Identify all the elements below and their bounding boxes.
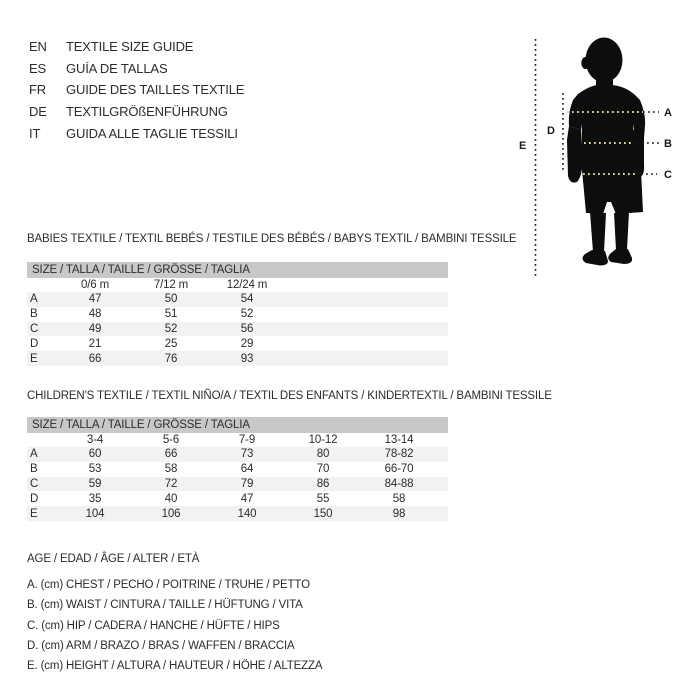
size-value-cell: 140 bbox=[237, 507, 257, 520]
size-table-row bbox=[27, 462, 448, 477]
size-table-row bbox=[27, 506, 448, 521]
measure-row-label: D bbox=[30, 492, 39, 505]
size-value-cell: 66 bbox=[164, 448, 178, 461]
language-code: FR bbox=[29, 82, 47, 98]
guide-title: GUIDE DES TAILLES TEXTILE bbox=[66, 82, 245, 98]
size-value-cell: 49 bbox=[88, 322, 102, 335]
measure-row-label: B bbox=[30, 308, 38, 321]
filler-cell bbox=[285, 307, 448, 322]
hip-legend-line: C. (cm) HIP / CADERA / HANCHE / HÜFTE / HIPS bbox=[27, 619, 280, 632]
chest-label: A bbox=[664, 107, 672, 119]
filler-cell bbox=[285, 336, 448, 351]
size-value-cell: 86 bbox=[316, 477, 330, 490]
measure-row-label: A bbox=[30, 448, 38, 461]
size-value-cell: 106 bbox=[161, 507, 181, 520]
header-spacer bbox=[27, 433, 57, 447]
language-row bbox=[29, 123, 244, 145]
measure-row-label: D bbox=[30, 337, 39, 350]
babies-size-header-bar: SIZE / TALLA / TAILLE / GRÖSSE / TAGLIA bbox=[27, 262, 448, 278]
language-code: DE bbox=[29, 104, 47, 120]
size-value-cell: 59 bbox=[88, 477, 102, 490]
size-value-cell: 150 bbox=[313, 507, 333, 520]
size-value-cell: 58 bbox=[164, 463, 178, 476]
size-value-cell: 78-82 bbox=[384, 448, 414, 461]
arm-legend-line: D. (cm) ARM / BRAZO / BRAS / WAFFEN / BRACCIA bbox=[27, 639, 295, 652]
size-value-cell: 73 bbox=[240, 448, 254, 461]
measure-row-label: C bbox=[30, 322, 39, 335]
measure-row-label: C bbox=[30, 477, 39, 490]
size-value-cell: 66-70 bbox=[384, 463, 414, 476]
babies-section-heading: BABIES TEXTILE / TEXTIL BEBÉS / TESTILE DES BÉBÉS / BABYS TEXTIL / BAMBINI TESSILE bbox=[27, 233, 517, 245]
filler-cell bbox=[437, 462, 448, 477]
size-value-cell: 47 bbox=[88, 293, 102, 306]
size-value-cell: 56 bbox=[240, 322, 254, 335]
size-table-row bbox=[27, 307, 448, 322]
chest-legend-line: A. (cm) CHEST / PECHO / POITRINE / TRUHE / PETTO bbox=[27, 579, 310, 591]
filler-cell bbox=[437, 477, 448, 492]
size-value-cell: 48 bbox=[88, 308, 102, 321]
size-table-row bbox=[27, 477, 448, 492]
arm-label: D bbox=[547, 125, 555, 137]
filler-cell bbox=[285, 292, 448, 307]
size-value-cell: 52 bbox=[164, 322, 178, 335]
measure-row-label: E bbox=[30, 352, 38, 365]
guide-title: GUÍA DE TALLAS bbox=[66, 60, 168, 76]
children-age-header-row bbox=[27, 433, 448, 447]
size-value-cell: 84-88 bbox=[384, 477, 414, 490]
size-table-row bbox=[27, 322, 448, 337]
guide-title: TEXTILGRÖßENFÜHRUNG bbox=[66, 104, 228, 120]
measure-row-label: A bbox=[30, 293, 38, 306]
language-row bbox=[29, 36, 244, 58]
size-value-cell: 21 bbox=[88, 337, 102, 350]
height-label: E bbox=[519, 140, 527, 152]
language-title-list bbox=[29, 36, 244, 145]
size-value-cell: 25 bbox=[164, 337, 178, 350]
header-spacer bbox=[285, 278, 448, 292]
size-value-cell: 40 bbox=[164, 492, 178, 505]
age-column-header: 0/6 m bbox=[80, 279, 109, 291]
size-value-cell: 60 bbox=[88, 448, 102, 461]
filler-cell bbox=[437, 447, 448, 462]
size-table-row bbox=[27, 447, 448, 462]
child-silhouette bbox=[567, 38, 645, 266]
waist-label: B bbox=[664, 138, 672, 150]
age-legend-line: AGE / EDAD / ÂGE / ALTER / ETÀ bbox=[27, 553, 200, 565]
measurement-legend bbox=[27, 552, 322, 676]
age-column-header: 7-9 bbox=[238, 434, 256, 446]
language-code: IT bbox=[29, 125, 41, 141]
babies-table-block bbox=[27, 262, 448, 366]
language-row bbox=[29, 58, 244, 80]
language-row bbox=[29, 101, 244, 123]
children-section-heading: CHILDREN'S TEXTILE / TEXTIL NIÑO/A / TEXTIL DES ENFANTS / KINDERTEXTIL / BAMBINI TESSILE bbox=[27, 390, 552, 402]
size-value-cell: 64 bbox=[240, 463, 254, 476]
size-value-cell: 76 bbox=[164, 352, 178, 365]
measure-row-label: E bbox=[30, 507, 38, 520]
language-row bbox=[29, 79, 244, 101]
size-value-cell: 29 bbox=[240, 337, 254, 350]
child-measurement-figure bbox=[495, 28, 700, 288]
children-size-table bbox=[27, 433, 448, 521]
waist-legend-line: B. (cm) WAIST / CINTURA / TAILLE / HÜFTUNG / VITA bbox=[27, 599, 303, 612]
age-column-header: 7/12 m bbox=[153, 279, 189, 291]
size-value-cell: 55 bbox=[316, 492, 330, 505]
size-value-cell: 79 bbox=[240, 477, 254, 490]
size-value-cell: 47 bbox=[240, 492, 254, 505]
age-column-header: 12/24 m bbox=[226, 279, 268, 291]
children-size-header-bar: SIZE / TALLA / TAILLE / GRÖSSE / TAGLIA bbox=[27, 417, 448, 433]
guide-title: GUIDA ALLE TAGLIE TESSILI bbox=[66, 125, 238, 141]
size-value-cell: 98 bbox=[392, 507, 406, 520]
language-code: EN bbox=[29, 39, 47, 54]
size-value-cell: 52 bbox=[240, 308, 254, 321]
filler-cell bbox=[437, 506, 448, 521]
height-legend-line: E. (cm) HEIGHT / ALTURA / HAUTEUR / HÖHE / ALTEZZA bbox=[27, 660, 323, 673]
filler-cell bbox=[285, 351, 448, 366]
size-value-cell: 50 bbox=[164, 293, 178, 306]
size-value-cell: 72 bbox=[164, 477, 178, 490]
size-value-cell: 51 bbox=[164, 308, 178, 321]
measure-row-label: B bbox=[30, 463, 38, 476]
children-table-block bbox=[27, 417, 448, 521]
size-table-row bbox=[27, 351, 448, 366]
size-value-cell: 53 bbox=[88, 463, 102, 476]
guide-title: TEXTILE SIZE GUIDE bbox=[66, 39, 194, 54]
size-value-cell: 104 bbox=[85, 507, 105, 520]
babies-size-table bbox=[27, 278, 448, 366]
age-column-header: 13-14 bbox=[384, 434, 414, 446]
age-column-header: 5-6 bbox=[162, 434, 180, 446]
size-table-row bbox=[27, 336, 448, 351]
hip-label: C bbox=[664, 169, 672, 181]
language-code: ES bbox=[29, 60, 47, 76]
size-value-cell: 66 bbox=[88, 352, 102, 365]
age-column-header: 10-12 bbox=[308, 434, 338, 446]
size-value-cell: 58 bbox=[392, 492, 406, 505]
age-column-header: 3-4 bbox=[86, 434, 104, 446]
filler-cell bbox=[285, 322, 448, 337]
size-value-cell: 80 bbox=[316, 448, 330, 461]
size-value-cell: 93 bbox=[240, 352, 254, 365]
size-value-cell: 35 bbox=[88, 492, 102, 505]
size-value-cell: 54 bbox=[240, 293, 254, 306]
size-table-row bbox=[27, 491, 448, 506]
size-table-row bbox=[27, 292, 448, 307]
header-spacer bbox=[27, 278, 57, 292]
header-spacer bbox=[437, 433, 448, 447]
filler-cell bbox=[437, 491, 448, 506]
babies-age-header-row bbox=[27, 278, 448, 292]
size-value-cell: 70 bbox=[316, 463, 330, 476]
